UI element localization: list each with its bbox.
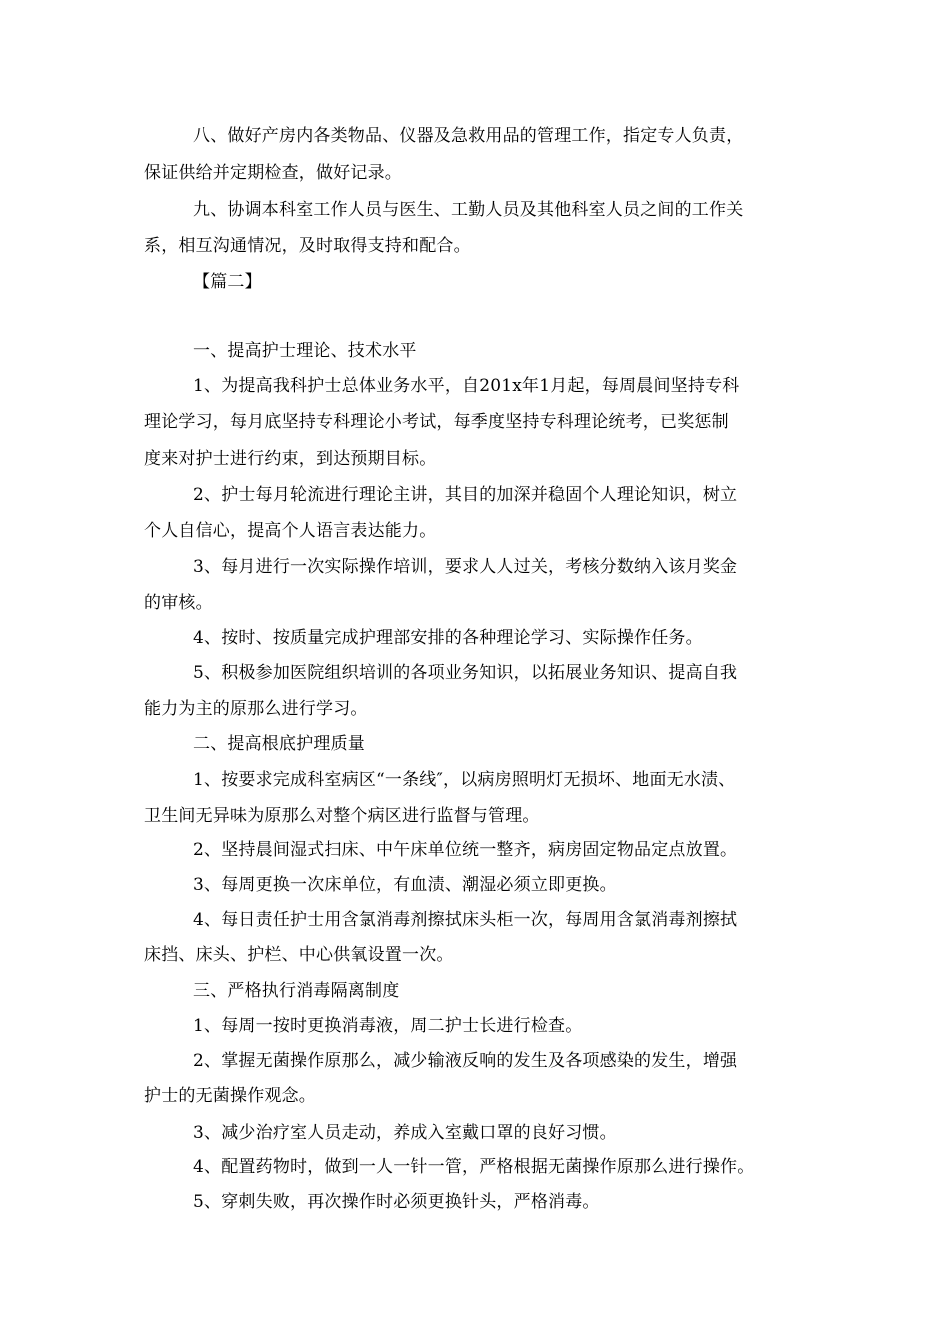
paragraph-line: 1、为提高我科护士总体业务水平，自201x年1月起，每周晨间坚持专科 [193, 376, 740, 396]
paragraph-line: 理论学习，每月底坚持专科理论小考试，每季度坚持专科理论统考，已奖惩制 [144, 412, 729, 432]
paragraph-line: 1、每周一按时更换消毒液，周二护士长进行检查。 [193, 1016, 583, 1036]
paragraph-line: 3、每月进行一次实际操作培训，要求人人过关，考核分数纳入该月奖金 [193, 557, 738, 577]
paragraph-line: 5、积极参加医院组织培训的各项业务知识，以拓展业务知识、提高自我 [193, 663, 738, 683]
paragraph-line: 度来对护士进行约束，到达预期目标。 [144, 449, 437, 469]
paragraph-line: 八、做好产房内各类物品、仪器及急救用品的管理工作，指定专人负责， [193, 126, 744, 146]
paragraph-line: 的审核。 [144, 593, 213, 613]
section-heading: 三、严格执行消毒隔离制度 [193, 981, 400, 1001]
paragraph-line: 保证供给并定期检查，做好记录。 [144, 163, 402, 183]
paragraph-line: 5、穿刺失败，再次操作时必须更换针头，严格消毒。 [193, 1192, 600, 1212]
paragraph-line: 3、减少治疗室人员走动，养成入室戴口罩的良好习惯。 [193, 1123, 617, 1143]
paragraph-line: 九、协调本科室工作人员与医生、工勤人员及其他科室人员之间的工作关 [193, 200, 744, 220]
paragraph-line: 4、配置药物时，做到一人一针一管，严格根据无菌操作原那么进行操作。 [193, 1157, 755, 1177]
paragraph-line: 3、每周更换一次床单位，有血渍、潮湿必须立即更换。 [193, 875, 617, 895]
paragraph-line: 2、掌握无菌操作原那么，减少输液反响的发生及各项感染的发生，增强 [193, 1051, 738, 1071]
section-heading: 【篇二】 [193, 272, 262, 292]
section-heading: 二、提高根底护理质量 [193, 734, 365, 754]
paragraph-line: 4、每日责任护士用含氯消毒剂擦拭床头柜一次，每周用含氯消毒剂擦拭 [193, 910, 738, 930]
paragraph-line: 2、护士每月轮流进行理论主讲，其目的加深并稳固个人理论知识，树立 [193, 485, 738, 505]
paragraph-line: 卫生间无异味为原那么对整个病区进行监督与管理。 [144, 806, 540, 826]
paragraph-line: 4、按时、按质量完成护理部安排的各种理论学习、实际操作任务。 [193, 628, 703, 648]
section-heading: 一、提高护士理论、技术水平 [193, 341, 417, 361]
paragraph-line: 1、按要求完成科室病区“一条线″，以病房照明灯无损坏、地面无水渍、 [193, 770, 736, 790]
paragraph-line: 床挡、床头、护栏、中心供氧设置一次。 [144, 945, 454, 965]
paragraph-line: 系，相互沟通情况，及时取得支持和配合。 [144, 236, 471, 256]
paragraph-line: 护士的无菌操作观念。 [144, 1086, 316, 1106]
paragraph-line: 能力为主的原那么进行学习。 [144, 699, 368, 719]
paragraph-line: 个人自信心，提高个人语言表达能力。 [144, 521, 437, 541]
paragraph-line: 2、坚持晨间湿式扫床、中午床单位统一整齐，病房固定物品定点放置。 [193, 840, 738, 860]
